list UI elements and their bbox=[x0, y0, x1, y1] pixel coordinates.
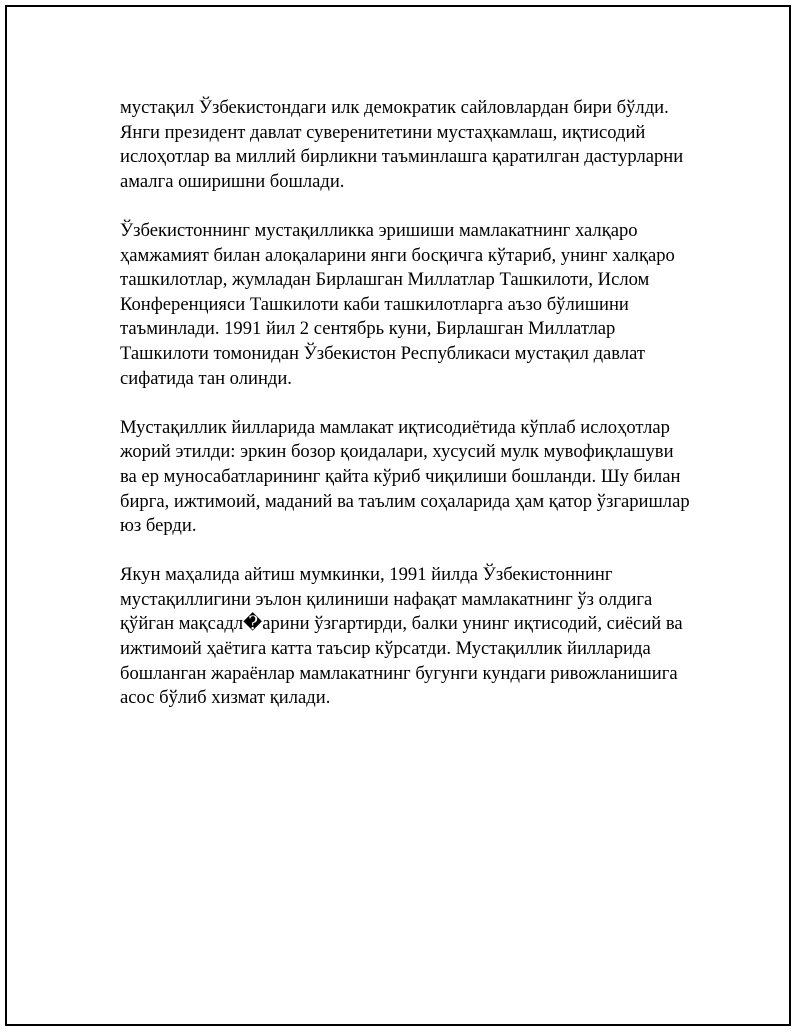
paragraph-2: Ўзбекистоннинг мустақилликка эришиши мамлакатнинг халқаро ҳамжамият билан алоқаларини янги босқичга кўтариб, унинг халқаро ташкилотлар, жумладан Бирлашган Миллатлар Ташкилоти, Ислом Конференцияси Ташкилоти каби ташкилотларга аъзо бўлишини таъминлади. 1991 йил 2 сентябрь куни, Бирлашган Миллатлар Ташкилоти томонидан Ўзбекистон Республикаси мустақил давлат сифатида тан олинди. bbox=[120, 219, 675, 389]
document-page bbox=[5, 5, 791, 1026]
paragraph-3: Мустақиллик йилларида мамлакат иқтисодиётида кўплаб ислоҳотлар жорий этилди: эркин бозор қоидалари, хусусий мулк мувофиқлашуви ва ер муносабатларининг қайта кўриб чиқилиши бошланди. Шу билан бирга, ижтимоий, маданий ва таълим соҳаларида ҳам қатор ўзгаришлар юз берди. bbox=[120, 416, 690, 537]
paragraph-4: Якун маҳалида айтиш мумкинки, 1991 йилда Ўзбекистоннинг мустақиллигини эълон қилиниши нафақат мамлакатнинг ўз олдига қўйган мақсадл�арини ўзгартирди, балки унинг иқтисодий, сиёсий ва ижтимоий ҳаётига катта таъсир кўрсатди. Мустақиллик йилларида бошланган жараёнлар мамлакатнинг бугунги кундаги ривожланишига асос бўлиб хизмат қилади. bbox=[120, 564, 683, 709]
paragraph-1: мустақил Ўзбекистондаги илк демократик сайловлардан бири бўлди. Янги президент давлат суверенитетини мустаҳкамлаш, иқтисодий ислоҳотлар ва миллий бирликни таъминлашга қаратилган дастурларни амалга оширишни бошлади. bbox=[120, 97, 684, 192]
document-body bbox=[120, 96, 710, 735]
